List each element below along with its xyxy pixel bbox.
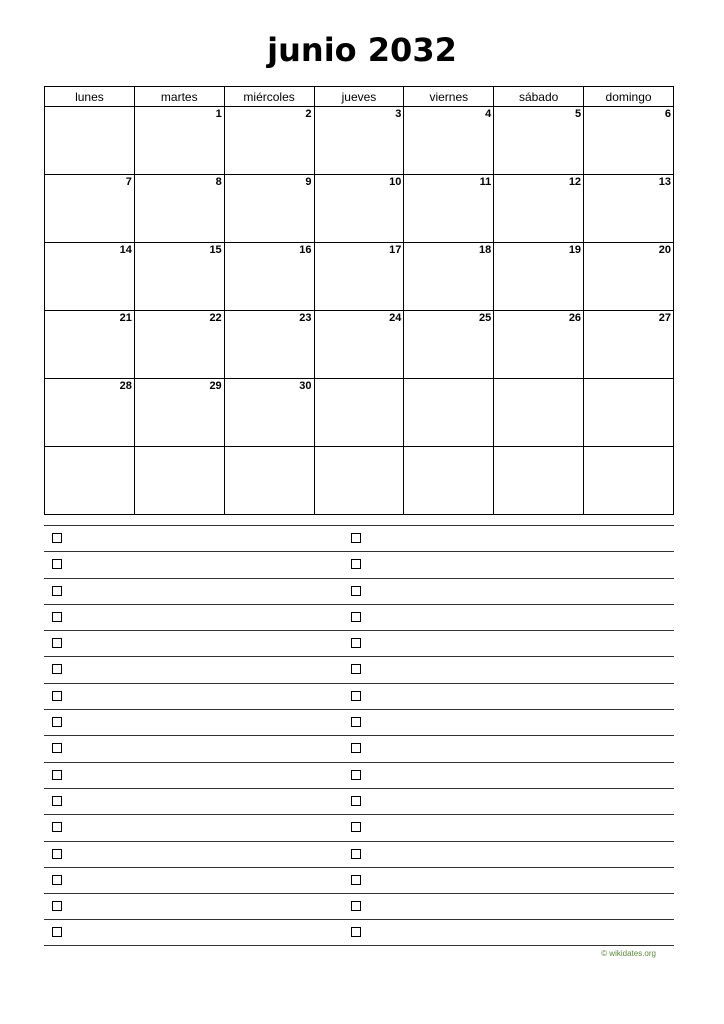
checkbox-icon[interactable] [351,664,361,674]
checklist [44,525,674,946]
checklist-row [44,867,674,893]
checklist-row [44,630,674,656]
day-number: 13 [658,176,671,188]
day-number [45,107,134,108]
checkbox-icon[interactable] [351,901,361,911]
day-cell[interactable] [314,107,404,175]
day-cell[interactable] [314,447,404,515]
footer-credit: © wikidates.org [601,949,656,958]
checklist-row [44,919,674,945]
day-number [315,379,404,380]
checkbox-icon[interactable] [52,743,62,753]
day-cell[interactable] [404,379,494,447]
day-cell[interactable] [314,243,404,311]
day-number: 25 [478,312,492,324]
checkbox-icon[interactable] [351,770,361,780]
day-cell[interactable] [584,243,674,311]
day-cell[interactable] [45,379,135,447]
day-number: 16 [299,244,312,256]
day-cell[interactable] [494,447,584,515]
day-number: 11 [479,176,492,188]
checklist-row [44,578,674,604]
checklist-row [44,788,674,814]
day-cell[interactable] [45,107,135,175]
checkbox-icon[interactable] [351,533,361,543]
day-cell[interactable] [224,243,314,311]
day-cell[interactable] [494,379,584,447]
checkbox-icon[interactable] [351,612,361,622]
day-cell[interactable] [134,379,224,447]
day-cell[interactable] [584,311,674,379]
day-number: 22 [209,312,222,324]
day-cell[interactable] [404,243,494,311]
checkbox-icon[interactable] [52,533,62,543]
checkbox-icon[interactable] [351,559,361,569]
day-cell[interactable] [134,447,224,515]
checklist-row [44,551,674,577]
calendar-grid [44,86,674,515]
checklist-row [44,604,674,630]
checkbox-icon[interactable] [52,612,62,622]
day-number [494,379,583,380]
day-cell[interactable] [134,175,224,243]
checkbox-icon[interactable] [52,638,62,648]
day-cell[interactable] [404,447,494,515]
checkbox-icon[interactable] [351,638,361,648]
week-row [45,243,674,311]
day-cell[interactable] [45,175,135,243]
day-number: 5 [574,108,582,120]
weekday-header-row [45,87,674,107]
day-cell[interactable] [494,175,584,243]
checkbox-icon[interactable] [351,927,361,937]
day-number: 1 [215,108,222,120]
checkbox-icon[interactable] [52,927,62,937]
checkbox-icon[interactable] [52,717,62,727]
day-number: 7 [125,176,132,188]
day-number [404,447,493,448]
day-cell[interactable] [584,107,674,175]
day-cell[interactable] [314,379,404,447]
day-cell[interactable] [224,107,314,175]
day-number: 4 [485,108,492,120]
checklist-row [44,841,674,867]
day-cell[interactable] [314,311,404,379]
day-number: 29 [209,380,222,392]
day-number: 26 [568,312,582,324]
checkbox-icon[interactable] [52,875,62,885]
checkbox-icon[interactable] [351,717,361,727]
day-number: 21 [119,312,132,324]
day-number [45,447,134,448]
day-cell[interactable] [404,175,494,243]
checkbox-icon[interactable] [351,796,361,806]
week-row [45,379,674,447]
checklist-row [44,525,674,551]
checklist-row [44,656,674,682]
checkbox-icon[interactable] [52,664,62,674]
weekday-header: viernes [404,87,494,107]
weekday-header: lunes [45,87,135,107]
weekday-header: domingo [584,87,674,107]
day-number: 10 [389,176,402,188]
week-row [45,107,674,175]
checkbox-icon[interactable] [351,849,361,859]
day-cell[interactable] [134,107,224,175]
day-cell[interactable] [404,107,494,175]
checkbox-icon[interactable] [351,822,361,832]
checklist-row [44,762,674,788]
checkbox-icon[interactable] [351,743,361,753]
day-number [315,447,404,448]
day-number: 18 [478,244,492,256]
checkbox-icon[interactable] [52,849,62,859]
checkbox-icon[interactable] [52,822,62,832]
weekday-header: sábado [494,87,584,107]
checkbox-icon[interactable] [52,901,62,911]
day-cell[interactable] [224,447,314,515]
checkbox-icon[interactable] [52,586,62,596]
day-cell[interactable] [224,311,314,379]
day-number: 30 [299,380,312,392]
day-number: 6 [664,108,671,120]
day-cell[interactable] [224,379,314,447]
day-number: 12 [568,176,582,188]
day-cell[interactable] [134,311,224,379]
day-cell[interactable] [584,379,674,447]
day-number: 8 [215,176,222,188]
weekday-header: martes [134,87,224,107]
day-number: 2 [305,108,312,120]
checklist-row [44,814,674,840]
page-title: junio 2032 [267,31,457,69]
checkbox-icon[interactable] [52,559,62,569]
day-cell[interactable] [584,175,674,243]
day-cell[interactable] [45,447,135,515]
day-number [494,447,583,448]
day-cell[interactable] [134,243,224,311]
week-row [45,311,674,379]
day-number: 15 [209,244,222,256]
day-cell[interactable] [584,447,674,515]
day-number: 20 [658,244,671,256]
day-number [584,379,673,380]
day-cell[interactable] [494,243,584,311]
checkbox-icon[interactable] [52,770,62,780]
day-cell[interactable] [45,311,135,379]
weekday-header: jueves [314,87,404,107]
day-number [225,447,314,448]
day-number: 24 [389,312,402,324]
day-cell[interactable] [494,311,584,379]
day-cell[interactable] [494,107,584,175]
day-cell[interactable] [404,311,494,379]
checkbox-icon[interactable] [52,691,62,701]
day-number: 3 [395,108,402,120]
day-number [404,379,493,380]
checkbox-icon[interactable] [351,691,361,701]
day-number: 9 [305,176,312,188]
day-cell[interactable] [45,243,135,311]
week-row [45,447,674,515]
day-number: 27 [658,312,671,324]
checklist-row [44,709,674,735]
checklist-row [44,683,674,709]
day-number [135,447,224,448]
day-number [584,447,673,448]
weekday-header: miércoles [224,87,314,107]
checkbox-icon[interactable] [52,796,62,806]
checklist-row [44,735,674,761]
day-number: 14 [119,244,132,256]
checkbox-icon[interactable] [351,586,361,596]
day-number: 28 [119,380,132,392]
checklist-row [44,893,674,919]
week-row [45,175,674,243]
day-number: 17 [389,244,402,256]
day-number: 23 [299,312,312,324]
day-cell[interactable] [224,175,314,243]
day-cell[interactable] [314,175,404,243]
day-number: 19 [568,244,582,256]
checkbox-icon[interactable] [351,875,361,885]
